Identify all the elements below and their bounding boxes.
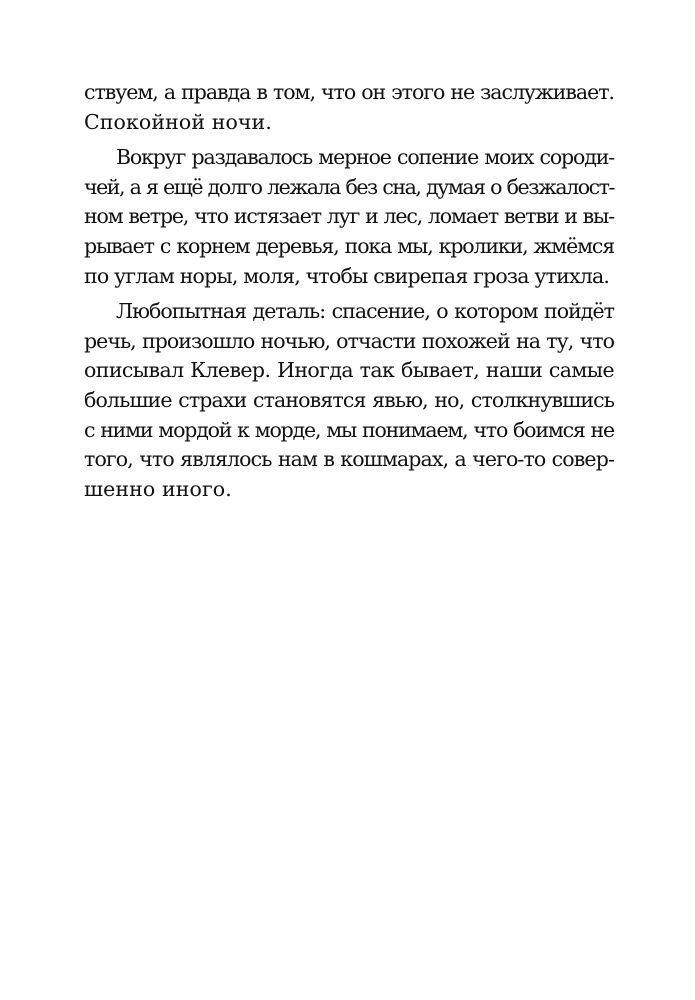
text-line: Вокруг раздавалось мерное сопение моих сороди-: [116, 145, 614, 170]
text-line: описывал Клевер. Иногда так бывает, наши самые: [84, 358, 614, 383]
page-body: [84, 78, 614, 510]
paragraph-1: [84, 78, 614, 137]
text-line: Спокойной ночи.: [84, 109, 272, 134]
text-line: того, что являлось нам в кошмарах, а чего-то совер-: [84, 447, 614, 472]
text-line: ствуем, а правда в том, что он этого не заслуживает.: [84, 80, 614, 104]
text-line: большие страхи становятся явью, но, столкнувшись: [84, 387, 614, 412]
text-line: речь, произошло ночью, отчасти похожей на ту, что: [84, 328, 614, 353]
text-line: рывает с корнем деревья, пока мы, кролики, жмёмся: [84, 233, 614, 258]
text-line: шенно иного.: [84, 476, 232, 501]
text-line: ном ветре, что истязает луг и лес, ломает ветви и вы-: [84, 204, 614, 229]
text-line: чей, а я ещё долго лежала без сна, думая о безжалост-: [84, 174, 614, 199]
paragraph-3: [84, 297, 614, 504]
text-line: с ними мордой к морде, мы понимаем, что боимся не: [84, 417, 614, 442]
text-line: Любопытная деталь: спасение, о котором пойдёт: [116, 299, 614, 324]
text-line: по углам норы, моля, чтобы свирепая гроза утихла.: [84, 263, 610, 288]
paragraph-2: [84, 143, 614, 291]
